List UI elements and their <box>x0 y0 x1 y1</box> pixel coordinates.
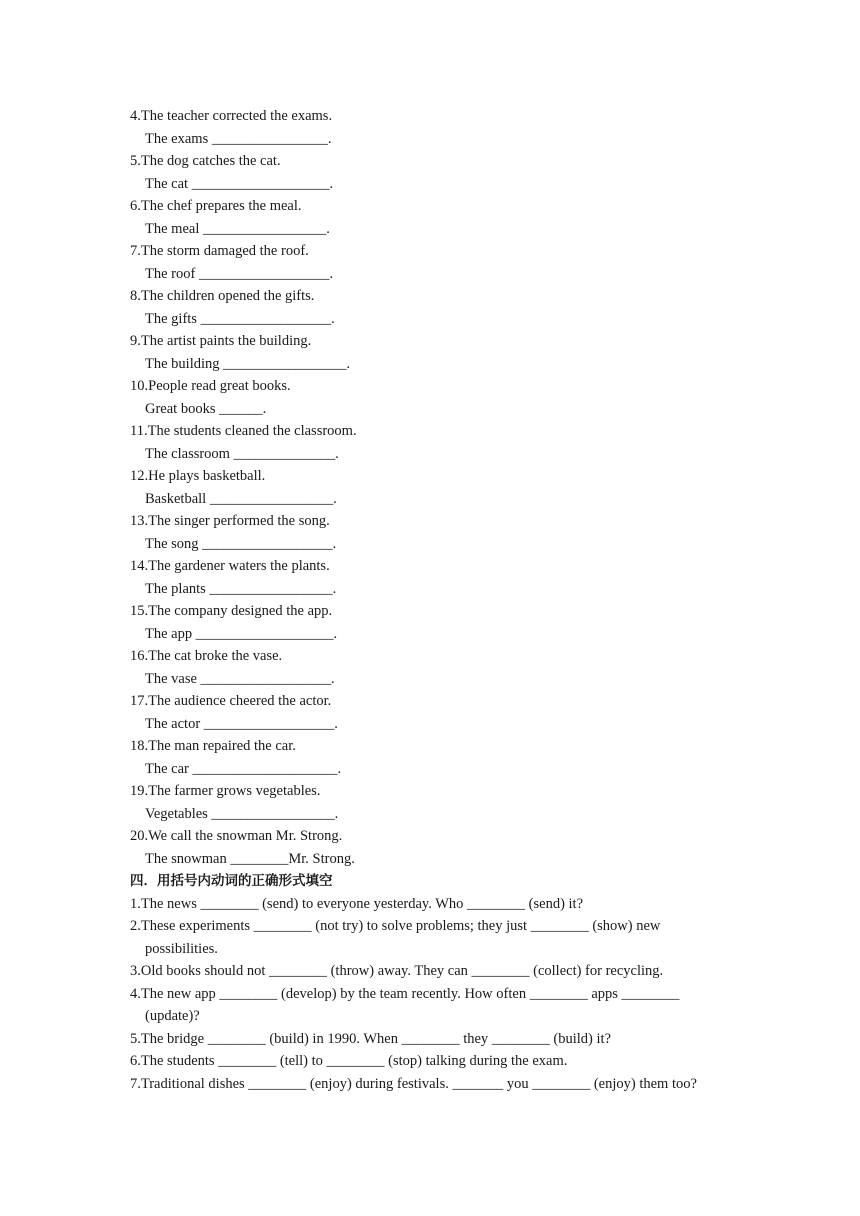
answer-line: The snowman ________Mr. Strong. <box>145 850 355 867</box>
fill-in-line: 1.The news ________ (send) to everyone yesterday. Who ________ (send) it? <box>130 895 584 912</box>
question-sentence: 16.The cat broke the vase. <box>130 648 283 664</box>
answer-line: The gifts __________________. <box>145 310 335 327</box>
section-4-heading: 四．用括号内动词的正确形式填空 <box>130 873 333 889</box>
fill-in-line: 7.Traditional dishes ________ (enjoy) during festivals. _______ you ________ (enjoy) them too? <box>130 1075 697 1092</box>
answer-line: The building _________________. <box>145 355 351 372</box>
fill-in-line: 6.The students ________ (tell) to ________ (stop) talking during the exam. <box>130 1053 568 1069</box>
fill-in-line: 2.These experiments ________ (not try) to solve problems; they just ________ (show) new <box>130 918 661 934</box>
fill-in-line: (update)? <box>145 1008 200 1024</box>
question-sentence: 20.We call the snowman Mr. Strong. <box>130 828 343 844</box>
question-sentence: 7.The storm damaged the roof. <box>130 243 309 259</box>
question-sentence: 8.The children opened the gifts. <box>130 288 315 304</box>
section-3-items <box>130 105 740 870</box>
answer-line: The classroom ______________. <box>145 445 339 462</box>
question-sentence: 19.The farmer grows vegetables. <box>130 783 321 799</box>
question-sentence: 10.People read great books. <box>130 378 291 394</box>
question-sentence: 4.The teacher corrected the exams. <box>130 108 333 124</box>
fill-in-line: possibilities. <box>145 940 218 957</box>
answer-line: The vase __________________. <box>145 670 335 687</box>
question-sentence: 9.The artist paints the building. <box>130 333 312 349</box>
question-sentence: 12.He plays basketball. <box>130 468 266 484</box>
answer-line: The plants _________________. <box>145 580 337 597</box>
question-sentence: 14.The gardener waters the plants. <box>130 558 330 574</box>
answer-line: The meal _________________. <box>145 220 330 237</box>
answer-line: Vegetables _________________. <box>145 805 339 822</box>
answer-line: Basketball _________________. <box>145 490 337 507</box>
answer-line: Great books ______. <box>145 400 267 417</box>
answer-line: The cat ___________________. <box>145 175 334 192</box>
worksheet-content <box>130 105 740 1095</box>
fill-in-line: 4.The new app ________ (develop) by the team recently. How often ________ apps ________ <box>130 985 680 1002</box>
fill-in-line: 3.Old books should not ________ (throw) away. They can ________ (collect) for recycling. <box>130 963 664 979</box>
question-sentence: 17.The audience cheered the actor. <box>130 693 332 709</box>
question-sentence: 15.The company designed the app. <box>130 603 333 619</box>
question-sentence: 5.The dog catches the cat. <box>130 153 281 169</box>
fill-in-line: 5.The bridge ________ (build) in 1990. When ________ they ________ (build) it? <box>130 1030 611 1047</box>
answer-line: The roof __________________. <box>145 265 334 282</box>
question-sentence: 13.The singer performed the song. <box>130 513 330 529</box>
answer-line: The actor __________________. <box>145 715 338 732</box>
answer-line: The exams ________________. <box>145 130 332 147</box>
answer-line: The song __________________. <box>145 535 337 552</box>
section-4-items <box>130 893 740 1096</box>
answer-line: The car ____________________. <box>145 760 342 777</box>
question-sentence: 18.The man repaired the car. <box>130 738 296 754</box>
question-sentence: 11.The students cleaned the classroom. <box>130 423 357 439</box>
question-sentence: 6.The chef prepares the meal. <box>130 198 302 214</box>
answer-line: The app ___________________. <box>145 625 338 642</box>
